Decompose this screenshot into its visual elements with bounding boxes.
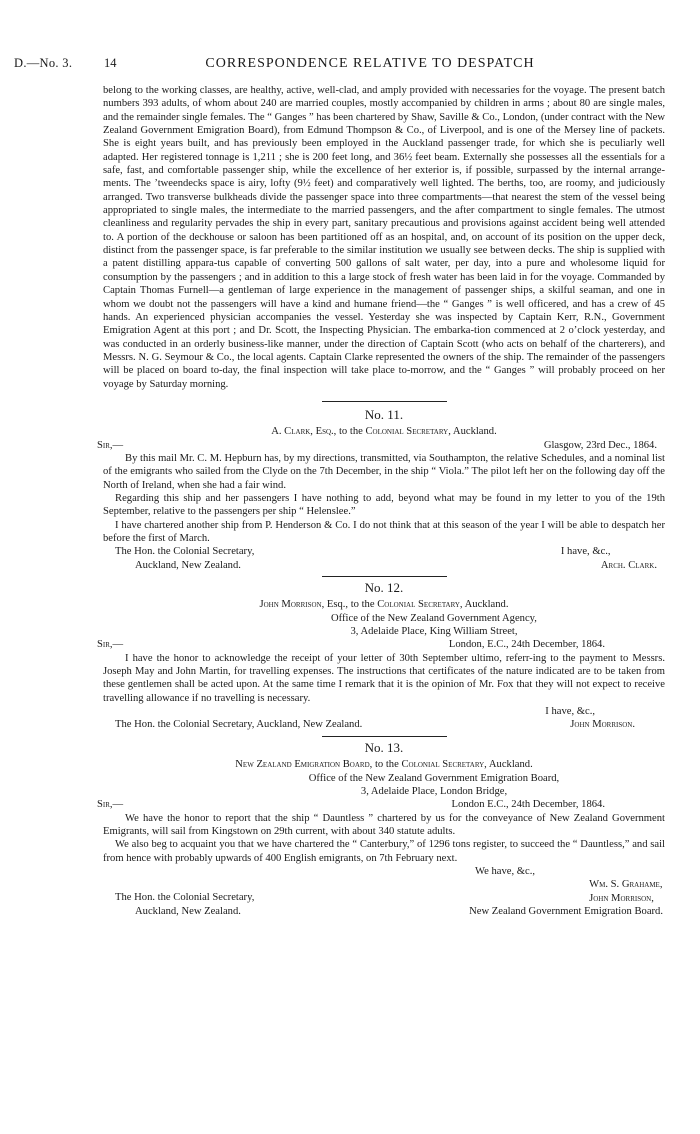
signature-block <box>469 878 665 918</box>
signature: John Morrison. <box>570 719 635 731</box>
place-date: London E.C., 24th December, 1864. <box>451 799 605 811</box>
closing-block <box>103 878 665 918</box>
letter-12 <box>97 580 665 732</box>
heading-connector: to the <box>374 759 399 771</box>
letter-11 <box>97 406 665 572</box>
sender: New Zealand Emigration Board, <box>235 759 373 771</box>
closing-phrase: I have, &c., <box>560 546 611 558</box>
letter-paragraph: We have the honor to report that the ship “ Dauntless ” chartered by us for the conveyance of New Zealand Government Emigrants, will sail from Kingstown on 29th current, with about 340 statute adults. <box>103 812 665 837</box>
page-number: 14 <box>104 56 117 70</box>
salutation-row <box>97 638 665 651</box>
salutation: Sir,— <box>97 439 124 451</box>
signature: John Morrison, <box>589 892 654 904</box>
letter-paragraph: By this mail Mr. C. M. Hepburn has, by my directions, transmitted, via Southampton, the relative Schedules, and a nominal list of the emigrants who sailed from the Clyde on the 7th December, in the ship “ Viola.” The pilot left her on the following day off the North of Ireland, when she had a fair wind. <box>103 452 665 491</box>
addressee-line: The Hon. the Colonial Secretary, <box>115 546 255 558</box>
sender: A. Clark, Esq., <box>271 426 337 438</box>
addressee-line: Auckland, New Zealand. <box>135 559 241 571</box>
addressee-line: Auckland, New Zealand. <box>135 905 241 917</box>
recipient: Colonial Secretary, <box>365 426 451 438</box>
letter-heading <box>103 598 665 611</box>
recipient: Colonial Secretary, <box>377 599 463 611</box>
closing-block <box>103 545 665 572</box>
board-name: New Zealand Government Emigration Board. <box>469 905 663 917</box>
sender-address-line: Office of the New Zealand Government Agency, <box>331 612 537 624</box>
heading-connector: Esq., to the <box>326 599 375 611</box>
page-body <box>97 84 665 918</box>
recipient: Colonial Secretary, <box>401 759 487 771</box>
sender-address-line: 3, Adelaide Place, London Bridge, <box>360 785 508 797</box>
letter-paragraph: Regarding this ship and her passengers I have nothing to add, beyond what may be found in my letter to you of the 19th September, relative to the passengers per ship “ Helenslee.” <box>103 492 665 518</box>
letter-paragraph: We also beg to acquaint you that we have chartered the “ Canterbury,” of 1296 tons register, to succeed the “ Dauntless,” and sail from hence with probably upwards of 400 English emigrants, on 7th February next. <box>103 839 665 864</box>
page-header <box>14 56 686 74</box>
salutation-row <box>97 439 665 452</box>
signature: Wm. S. Grahame, <box>589 879 663 891</box>
letter-13 <box>97 739 665 918</box>
closing-phrase: We have, &c., <box>474 865 535 877</box>
running-title: CORRESPONDENCE RELATIVE TO DESPATCH <box>205 56 535 71</box>
sender-address-line: 3, Adelaide Place, King William Street, <box>350 626 518 638</box>
closing-phrase: I have, &c., <box>545 706 595 718</box>
section-divider <box>322 401 447 402</box>
section-divider <box>322 576 447 577</box>
letter-number: No. 13. <box>364 739 404 755</box>
addressee-line: The Hon. the Colonial Secretary, Auckland, New Zealand. <box>115 719 363 731</box>
letter-heading <box>103 758 665 771</box>
letter-paragraph: I have the honor to acknowledge the receipt of your letter of 30th September ultimo, referr-ing to the payment to Messrs. Joseph May and John Martin, for travelling expenses. The instructions that certificates of the nature indicated are to be taken from these gentlemen shall be acted upon. At the same time I remark that it is the opinion of Mr. Fox that they will not expect to receive travelling allowance if no travelling is necessary. <box>103 652 665 704</box>
recipient-place: Auckland. <box>488 759 533 771</box>
addressee-line: The Hon. the Colonial Secretary, <box>115 892 255 904</box>
addressee-block <box>103 878 254 918</box>
heading-connector: to the <box>338 426 363 438</box>
place-date: Glasgow, 23rd Dec., 1864. <box>543 439 657 451</box>
letter-number: No. 12. <box>364 580 404 596</box>
sender: John Morrison, <box>259 599 325 611</box>
letter-heading <box>103 425 665 438</box>
intro-paragraph: belong to the working classes, are healthy, active, well-clad, and amply provided with necessaries for the voyage. The present batch numbers 393 adults, of whom about 240 are married couples, mostly accompanied by children in arms ; about 80 are single males, and the remainder single females. The “ Ganges ” has been chartered by Shaw, Saville & Co., London, (under contract with the New Zealand Government Emigration Board), from Edmund Thompson & Co., of Liverpool, and is one of the Mersey line of packets. She is eight years built, and has previously been employed in the Auckland passenger trade, for which she is peculiarly well adapted. Her registered tonnage is 1,211 ; she is 200 feet long, and 36½ feet beam. Externally she possesses all the essentials for a safe, fast, and comfortable passenger ship, while the excellence of her exterior is, if possible, surpassed by the internal arrange-ments. The ’tweendecks space is airy, lofty (9½ feet) and comparatively well lighted. The berths, too, are roomy, and judiciously arranged. Two transverse bulkheads divide the passenger space into three compartments—that nearest the stem of the vessel being appropriated to single males, the intermediate to the married passengers, and the after compartment to single females. The utmost cleanliness and regularity pervades the ship in every part, sanitary precautious and provisions against accident being well attended to. A portion of the deckhouse or saloon has been partitioned off as an hospital, and, on account of its position on the upper deck, distinct from the passenger space, is far preferable to the similar institution we usually see between decks. The ship is supplied with a patent distilling appara-tus capable of converting 500 gallons of salt water, per day, into a pure and wholesome liquid for consumption by the passengers ; and in addition to this a large stock of fresh water has been laid in for the voyage. Commanded by Captain Thomas Furnell—a gentleman of large experience in the management of passenger ships, a skilful seaman, and one in whom we doubt not the passengers will have a kind and humane friend—the “ Ganges ” is well officered, and has a crew of 45 hands. An experienced physician accompanies the vessel. Yesterday she was inspected by Captain Kerr, R.N., Government Emigration Agent at this port ; and Dr. Scott, the Inspecting Physician. The embarka-tion commenced at 2 o’clock yesterday, and was conducted in an orderly business-like manner, under the direction of Captain Scott (who acts on behalf of the charterers), and Messrs. N. G. Seymour & Co., the local agents. Captain Clarke represented the owners of the ship. The remainder of the passengers will be placed on board to-day, the final inspection will take place to-morrow, and the “ Ganges ” will probably proceed on her voyage by Saturday morning. <box>103 85 665 390</box>
signature-block <box>561 545 665 572</box>
salutation-row <box>97 798 665 811</box>
signature: Arch. Clark. <box>600 559 657 571</box>
document-reference: D.—No. 3. <box>14 56 73 70</box>
section-divider <box>322 736 447 737</box>
recipient-place: Auckland. <box>452 426 497 438</box>
salutation: Sir,— <box>97 799 124 811</box>
salutation: Sir,— <box>97 639 124 651</box>
sender-address-line: Office of the New Zealand Government Emigration Board, <box>308 772 560 784</box>
closing-block <box>103 718 665 731</box>
addressee-block <box>103 545 254 572</box>
letter-paragraph: I have chartered another ship from P. Henderson & Co. I do not think that at this season of the year I will be able to despatch her before the first of March. <box>103 519 665 544</box>
recipient-place: Auckland. <box>464 599 509 611</box>
place-date: London, E.C., 24th December, 1864. <box>448 639 605 651</box>
letter-number: No. 11. <box>364 406 404 422</box>
